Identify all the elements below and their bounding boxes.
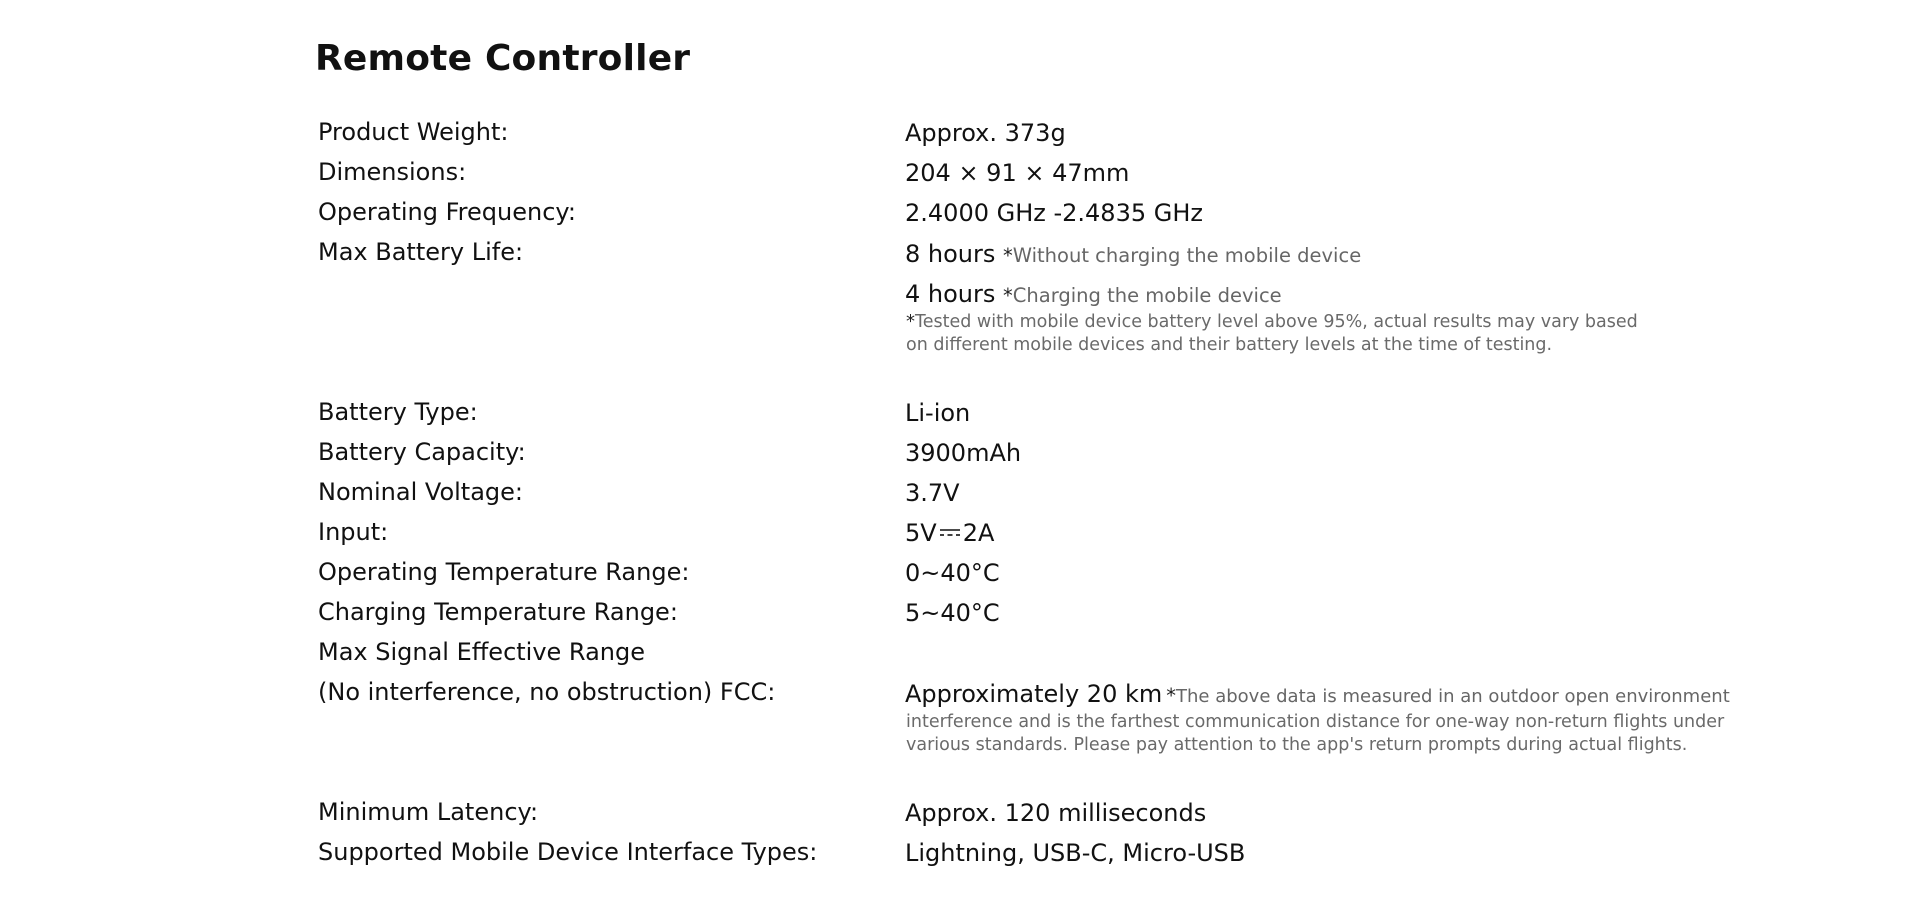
spec-value-max-signal-range (905, 680, 1730, 708)
signal-range-note-line3: various standards. Please pay attention to the app's return prompts during actual flights. (906, 734, 1688, 755)
footnote-asterisk: * (906, 311, 915, 332)
spec-value-input (905, 519, 994, 547)
spec-label-max-battery-life: Max Battery Life: (318, 238, 524, 266)
page-title: Remote Controller (315, 38, 691, 79)
signal-range-value: Approximately 20 km (905, 680, 1163, 708)
battery-life-charging-note: Charging the mobile device (1012, 284, 1282, 307)
input-current: 2A (962, 519, 995, 547)
spec-value-charging-temperature: 5~40°C (905, 599, 1000, 627)
spec-label-max-signal-range-condition: (No interference, no obstruction) FCC: (318, 678, 776, 706)
note-asterisk: * (1166, 684, 1176, 707)
spec-label-max-signal-range: Max Signal Effective Range (318, 638, 645, 666)
signal-range-note-line2: interference and is the farthest communication distance for one-way non-return flights under (906, 712, 1725, 732)
spec-value-battery-capacity: 3900mAh (905, 439, 1022, 467)
spec-value-battery-life-charging (905, 280, 1282, 308)
note-asterisk: * (1003, 244, 1013, 267)
signal-range-footnote (906, 711, 1724, 756)
battery-life-footnote-line1: Tested with mobile device battery level above 95%, actual results may vary based (915, 312, 1638, 332)
dc-current-icon (939, 528, 961, 538)
spec-label-charging-temperature: Charging Temperature Range: (318, 598, 678, 626)
signal-range-note-line1: The above data is measured in an outdoor open environment (1176, 686, 1730, 707)
battery-life-footnote (906, 311, 1638, 356)
battery-life-value: 8 hours (905, 240, 996, 268)
spec-label-input: Input: (318, 518, 389, 546)
spec-value-operating-frequency: 2.4000 GHz -2.4835 GHz (905, 199, 1203, 227)
input-voltage: 5V (905, 519, 937, 547)
spec-label-nominal-voltage: Nominal Voltage: (318, 478, 524, 506)
spec-label-minimum-latency: Minimum Latency: (318, 798, 539, 826)
spec-value-minimum-latency: Approx. 120 milliseconds (905, 799, 1207, 827)
battery-life-note: Without charging the mobile device (1012, 244, 1362, 267)
battery-life-footnote-line2: on different mobile devices and their battery levels at the time of testing. (906, 334, 1553, 355)
spec-value-operating-temperature: 0~40°C (905, 559, 1000, 587)
spec-value-battery-type: Li-ion (905, 399, 971, 427)
spec-label-battery-capacity: Battery Capacity: (318, 438, 526, 466)
spec-label-dimensions: Dimensions: (318, 158, 467, 186)
spec-label-interface-types: Supported Mobile Device Interface Types: (318, 838, 818, 866)
spec-value-product-weight: Approx. 373g (905, 119, 1066, 147)
spec-label-battery-type: Battery Type: (318, 398, 478, 426)
spec-value-dimensions: 204 × 91 × 47mm (905, 159, 1130, 187)
spec-label-operating-temperature: Operating Temperature Range: (318, 558, 690, 586)
spec-value-interface-types: Lightning, USB-C, Micro-USB (905, 839, 1246, 867)
note-asterisk: * (1003, 284, 1013, 307)
spec-value-nominal-voltage: 3.7V (905, 479, 960, 507)
spec-value-max-battery-life (905, 240, 1361, 268)
spec-label-operating-frequency: Operating Frequency: (318, 198, 576, 226)
battery-life-charging-value: 4 hours (905, 280, 996, 308)
spec-label-product-weight: Product Weight: (318, 118, 509, 146)
